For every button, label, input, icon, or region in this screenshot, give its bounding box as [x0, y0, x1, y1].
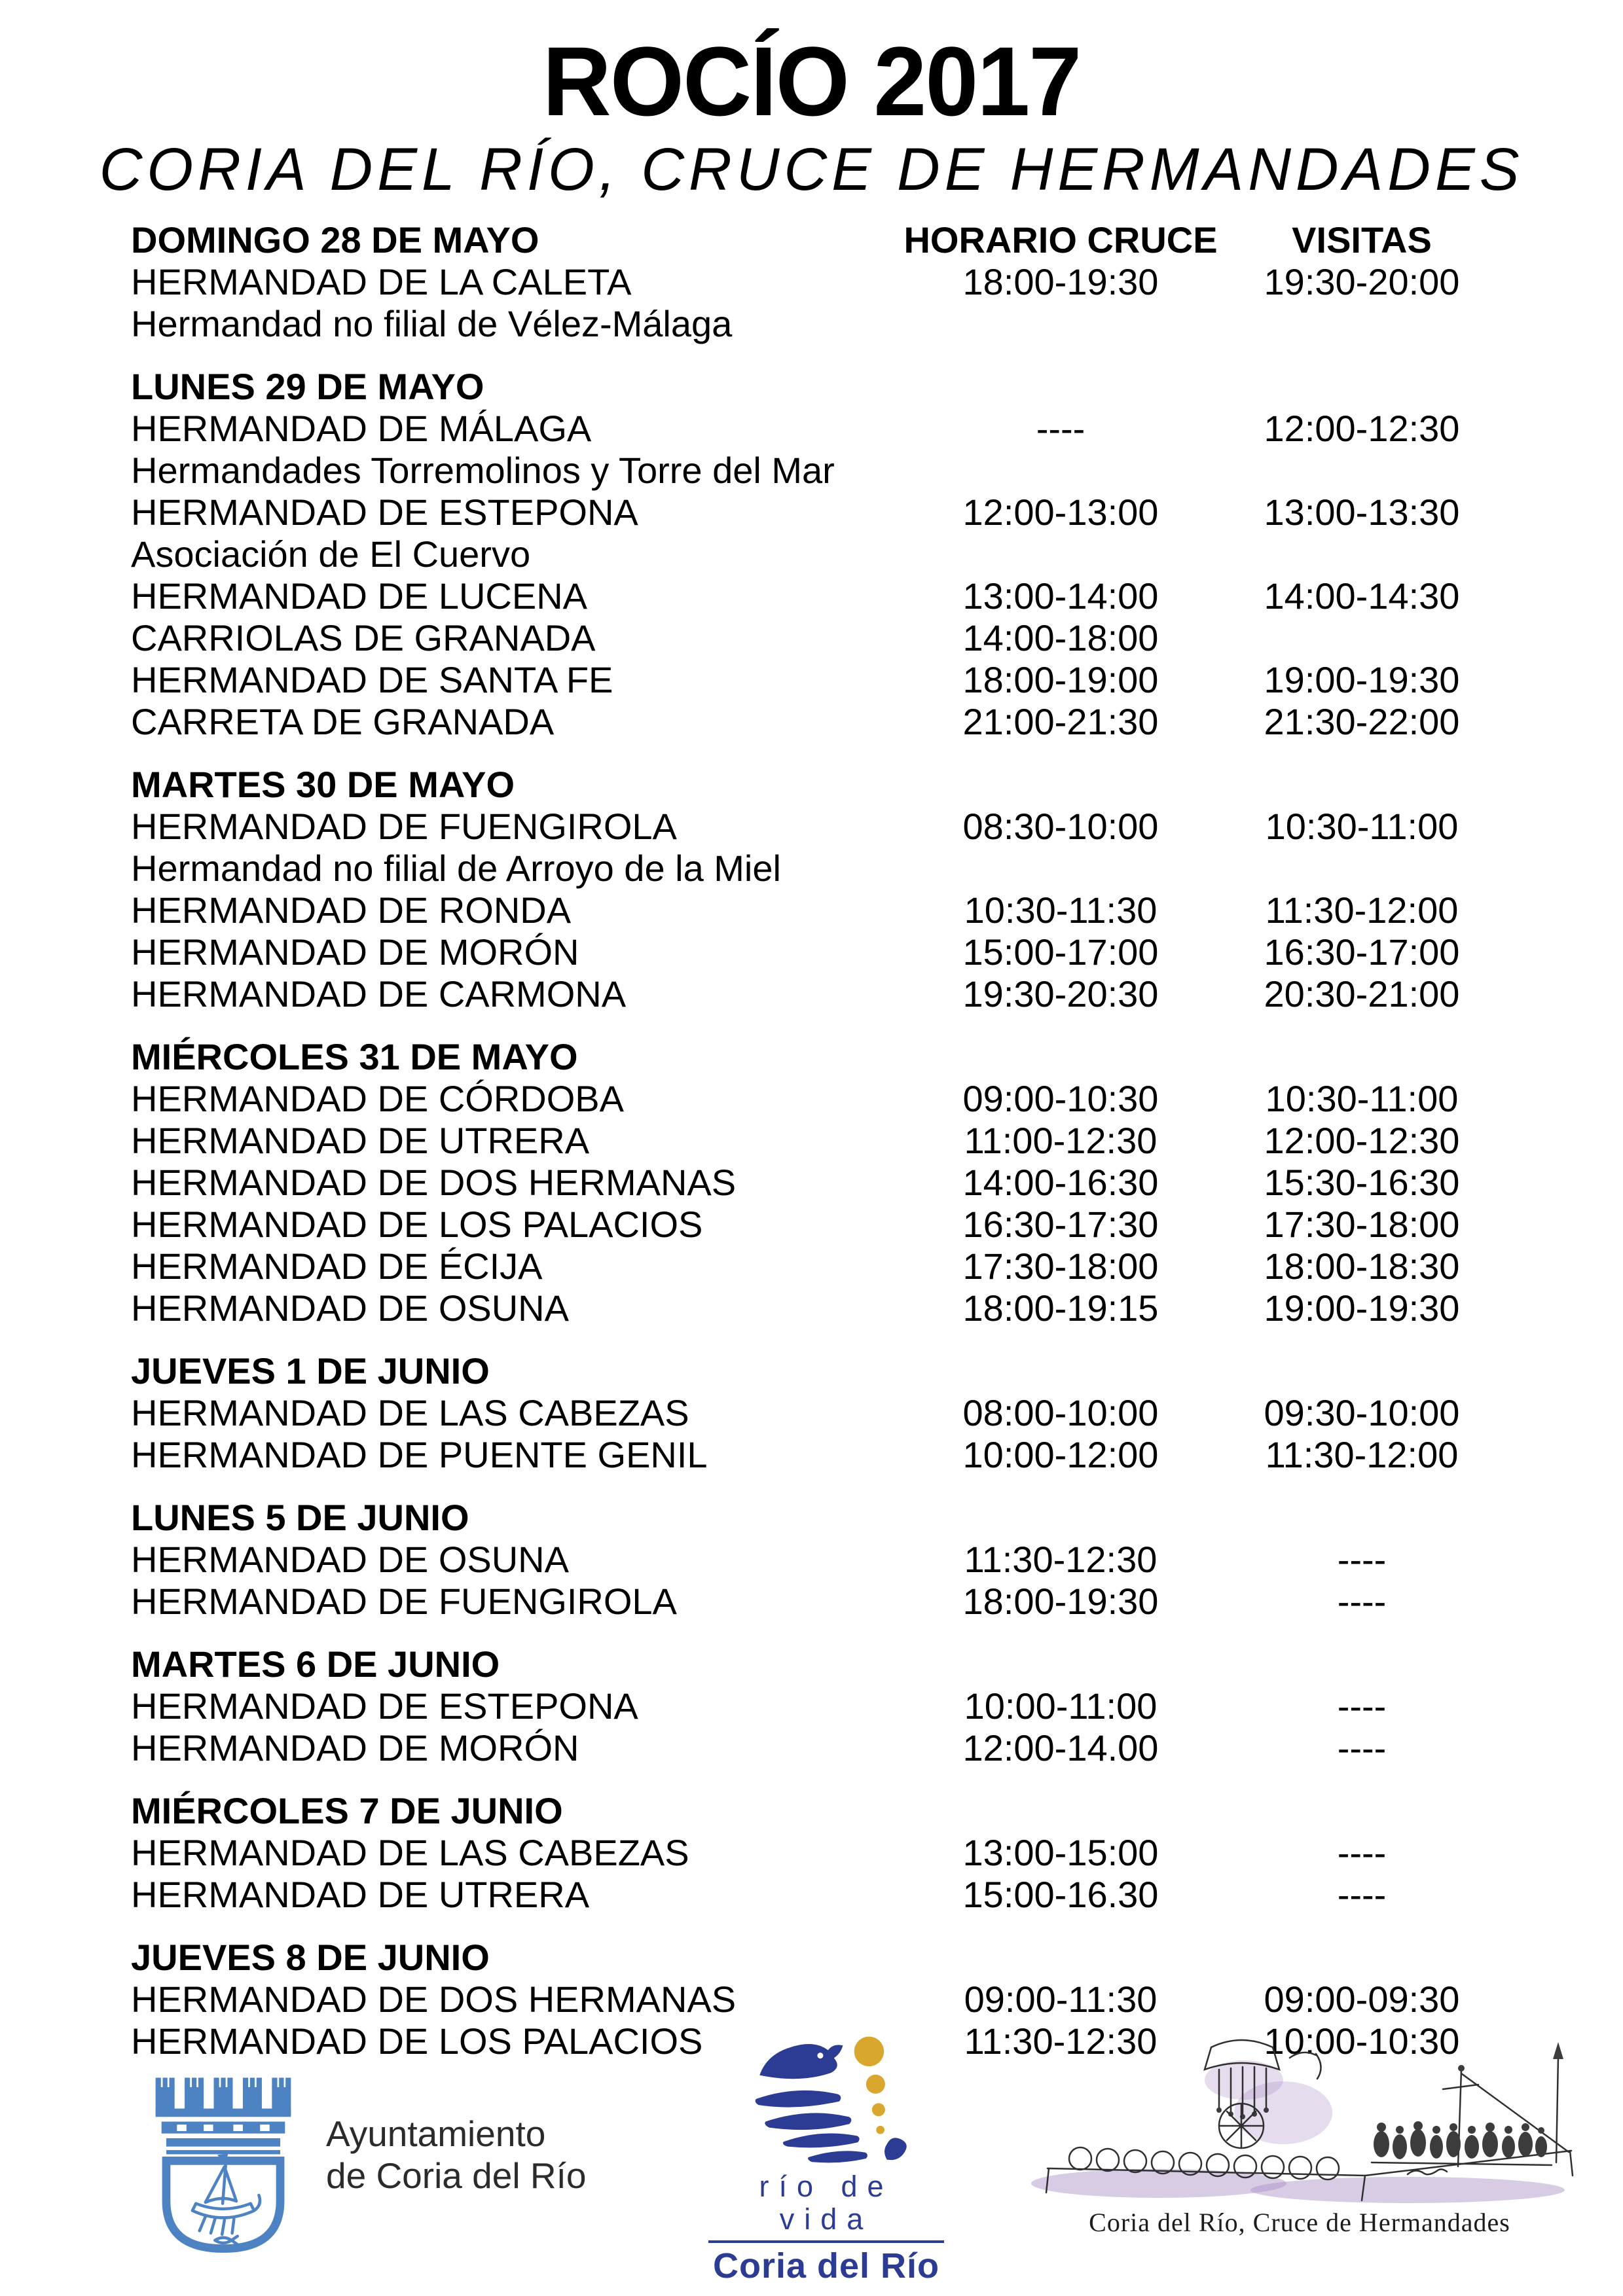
- day-header-row: [131, 1790, 1499, 1832]
- note-row: [131, 450, 1499, 492]
- cruce-time: 13:00-15:00: [962, 1832, 1159, 1874]
- hermandad-row: [131, 617, 1499, 659]
- column-header-visitas: [1224, 1350, 1499, 1392]
- hermandad-name: HERMANDAD DE SANTA FE: [131, 659, 613, 701]
- rio-de-vida-wordmark: río de vida: [708, 2170, 944, 2243]
- visitas-time: 14:00-14:30: [1264, 575, 1460, 617]
- hermandad-row: [131, 408, 1499, 450]
- schedule-section: [131, 366, 1499, 743]
- column-header-cruce: [897, 764, 1224, 806]
- hermandad-row: [131, 261, 1499, 303]
- day-header: DOMINGO 28 DE MAYO: [131, 219, 539, 261]
- cruce-time: 18:00-19:30: [962, 1581, 1159, 1623]
- column-header-cruce: HORARIO CRUCE: [903, 219, 1218, 261]
- cruce-time: 12:00-13:00: [962, 492, 1159, 533]
- day-header: LUNES 5 DE JUNIO: [131, 1497, 469, 1539]
- day-header: JUEVES 1 DE JUNIO: [131, 1350, 490, 1392]
- column-header-visitas: [1224, 1937, 1499, 1979]
- hermandad-row: [131, 1832, 1499, 1874]
- day-header-row: [131, 1350, 1499, 1392]
- ayuntamiento-line2: de Coria del Río: [326, 2155, 587, 2196]
- schedule-section: [131, 764, 1499, 1015]
- hermandad-name: HERMANDAD DE ESTEPONA: [131, 492, 638, 533]
- hermandad-name: HERMANDAD DE OSUNA: [131, 1287, 569, 1329]
- cruce-time: ----: [1036, 408, 1085, 450]
- rio-de-vida-swirl-icon: [725, 2028, 928, 2170]
- cruce-time: 10:30-11:30: [964, 889, 1158, 931]
- cruce-time: 11:00-12:30: [964, 1120, 1158, 1162]
- day-header: MARTES 30 DE MAYO: [131, 764, 515, 806]
- cruce-time: 17:30-18:00: [962, 1246, 1159, 1287]
- cruce-time: 15:00-16.30: [962, 1874, 1159, 1916]
- column-header-cruce: [897, 1937, 1224, 1979]
- hermandad-name: HERMANDAD DE LUCENA: [131, 575, 587, 617]
- hermandad-name: CARRIOLAS DE GRANADA: [131, 617, 596, 659]
- day-header-row: [131, 219, 1499, 261]
- hermandad-name: HERMANDAD DE LAS CABEZAS: [131, 1392, 689, 1434]
- hermandad-name: HERMANDAD DE CARMONA: [131, 973, 627, 1015]
- hermandad-row: [131, 575, 1499, 617]
- day-header: LUNES 29 DE MAYO: [131, 366, 484, 408]
- visitas-time: 10:00-10:30: [1264, 2020, 1460, 2062]
- visitas-time: ----: [1337, 1581, 1387, 1623]
- hermandad-name: HERMANDAD DE CÓRDOBA: [131, 1078, 624, 1120]
- visitas-time: 09:00-09:30: [1264, 1979, 1460, 2020]
- visitas-time: 19:00-19:30: [1264, 1287, 1460, 1329]
- cruce-time: 09:00-10:30: [962, 1078, 1159, 1120]
- cruce-time: 18:00-19:30: [962, 261, 1159, 303]
- sketch-caption: Coria del Río, Cruce de Hermandades: [1089, 2208, 1510, 2237]
- column-header-cruce: [897, 1643, 1224, 1685]
- hermandad-row: [131, 1539, 1499, 1581]
- page-title: ROCÍO 2017: [542, 26, 1081, 136]
- hermandad-row: [131, 1287, 1499, 1329]
- cruce-time: 21:00-21:30: [962, 701, 1159, 743]
- schedule-section: [131, 1497, 1499, 1623]
- day-header-row: [131, 1937, 1499, 1979]
- cruce-time: 09:00-11:30: [964, 1979, 1158, 2020]
- crest-shield-icon: [134, 2068, 312, 2271]
- visitas-time: ----: [1337, 1539, 1387, 1581]
- column-header-visitas: [1224, 764, 1499, 806]
- column-header-cruce: [897, 1790, 1224, 1832]
- day-header: MIÉRCOLES 31 DE MAYO: [131, 1036, 578, 1078]
- hermandad-name: HERMANDAD DE LA CALETA: [131, 261, 632, 303]
- carreta-sketch-icon: [1008, 2034, 1591, 2206]
- rio-de-vida-town: Coria del Río: [712, 2246, 940, 2286]
- visitas-time: 09:30-10:00: [1264, 1392, 1460, 1434]
- cruce-time: 14:00-18:00: [962, 617, 1159, 659]
- cruce-time: 16:30-17:30: [962, 1204, 1159, 1246]
- schedule-section: [131, 219, 1499, 345]
- cruce-time: 10:00-12:00: [962, 1434, 1159, 1476]
- column-header-visitas: [1224, 1497, 1499, 1539]
- visitas-time: 16:30-17:00: [1264, 931, 1460, 973]
- hermandad-note: Hermandad no filial de Arroyo de la Miel: [131, 848, 781, 889]
- hermandad-row: [131, 1162, 1499, 1204]
- hermandad-row: [131, 1120, 1499, 1162]
- rio-de-vida-logo: [708, 2028, 944, 2286]
- hermandad-name: HERMANDAD DE LOS PALACIOS: [131, 1204, 703, 1246]
- hermandad-row: [131, 1979, 1499, 2020]
- day-header-row: [131, 1497, 1499, 1539]
- cruce-time: 11:30-12:30: [964, 1539, 1158, 1581]
- hermandad-row: [131, 889, 1499, 931]
- column-header-visitas: [1224, 1036, 1499, 1078]
- cruce-time: 12:00-14.00: [962, 1727, 1159, 1769]
- visitas-time: 19:30-20:00: [1264, 261, 1460, 303]
- hermandad-row: [131, 806, 1499, 848]
- cruce-time: 19:30-20:30: [962, 973, 1159, 1015]
- visitas-time: 11:30-12:00: [1265, 889, 1459, 931]
- day-header-row: [131, 764, 1499, 806]
- hermandad-row: [131, 1874, 1499, 1916]
- visitas-time: ----: [1337, 1874, 1387, 1916]
- hermandad-name: HERMANDAD DE ESTEPONA: [131, 1685, 638, 1727]
- cruce-time: 08:30-10:00: [962, 806, 1159, 848]
- visitas-time: 15:30-16:30: [1264, 1162, 1460, 1204]
- note-row: [131, 848, 1499, 889]
- visitas-time: 10:30-11:00: [1265, 806, 1459, 848]
- hermandad-name: HERMANDAD DE LOS PALACIOS: [131, 2020, 703, 2062]
- column-header-visitas: [1224, 1790, 1499, 1832]
- column-header-cruce: [897, 366, 1224, 408]
- cruce-time: 11:30-12:30: [964, 2020, 1158, 2062]
- column-header-visitas: VISITAS: [1292, 219, 1432, 261]
- visitas-time: 11:30-12:00: [1265, 1434, 1459, 1476]
- column-header-cruce: [897, 1036, 1224, 1078]
- column-header-cruce: [897, 1350, 1224, 1392]
- note-row: [131, 303, 1499, 345]
- hermandad-note: Hermandades Torremolinos y Torre del Mar: [131, 450, 835, 492]
- hermandad-row: [131, 931, 1499, 973]
- visitas-time: 21:30-22:00: [1264, 701, 1460, 743]
- visitas-time: [1224, 617, 1499, 659]
- day-header-row: [131, 1036, 1499, 1078]
- hermandad-name: HERMANDAD DE DOS HERMANAS: [131, 1162, 737, 1204]
- day-header: JUEVES 8 DE JUNIO: [131, 1937, 490, 1979]
- hermandad-note: Hermandad no filial de Vélez-Málaga: [131, 303, 733, 345]
- visitas-time: 13:00-13:30: [1264, 492, 1460, 533]
- hermandad-row: [131, 701, 1499, 743]
- hermandad-name: HERMANDAD DE FUENGIROLA: [131, 1581, 677, 1623]
- carreta-sketch: [1008, 2034, 1591, 2238]
- schedule-table: [0, 219, 1623, 2062]
- cruce-time: 13:00-14:00: [962, 575, 1159, 617]
- page-subtitle: CORIA DEL RÍO, CRUCE DE HERMANDADES: [99, 136, 1524, 203]
- day-header-row: [131, 366, 1499, 408]
- ayuntamiento-label: [326, 2113, 586, 2197]
- cruce-time: 15:00-17:00: [962, 931, 1159, 973]
- hermandad-row: [131, 1204, 1499, 1246]
- hermandad-name: HERMANDAD DE MORÓN: [131, 1727, 579, 1769]
- cruce-time: 10:00-11:00: [964, 1685, 1158, 1727]
- hermandad-name: HERMANDAD DE DOS HERMANAS: [131, 1979, 737, 2020]
- hermandad-row: [131, 973, 1499, 1015]
- hermandad-name: HERMANDAD DE FUENGIROLA: [131, 806, 677, 848]
- day-header-row: [131, 1643, 1499, 1685]
- hermandad-name: HERMANDAD DE RONDA: [131, 889, 572, 931]
- schedule-section: [131, 1643, 1499, 1769]
- column-header-cruce: [897, 1497, 1224, 1539]
- hermandad-name: HERMANDAD DE MORÓN: [131, 931, 579, 973]
- visitas-time: 19:00-19:30: [1264, 659, 1460, 701]
- hermandad-row: [131, 1581, 1499, 1623]
- hermandad-name: HERMANDAD DE ÉCIJA: [131, 1246, 543, 1287]
- hermandad-row: [131, 1246, 1499, 1287]
- day-header: MARTES 6 DE JUNIO: [131, 1643, 500, 1685]
- visitas-time: 17:30-18:00: [1264, 1204, 1460, 1246]
- visitas-time: 20:30-21:00: [1264, 973, 1460, 1015]
- cruce-time: 08:00-10:00: [962, 1392, 1159, 1434]
- day-header: MIÉRCOLES 7 DE JUNIO: [131, 1790, 563, 1832]
- hermandad-name: HERMANDAD DE UTRERA: [131, 1120, 590, 1162]
- hermandad-row: [131, 1727, 1499, 1769]
- note-row: [131, 533, 1499, 575]
- cruce-time: 18:00-19:15: [962, 1287, 1159, 1329]
- cruce-time: 18:00-19:00: [962, 659, 1159, 701]
- visitas-time: ----: [1337, 1832, 1387, 1874]
- visitas-time: 10:30-11:00: [1265, 1078, 1459, 1120]
- schedule-section: [131, 1036, 1499, 1329]
- hermandad-name: HERMANDAD DE UTRERA: [131, 1874, 590, 1916]
- hermandad-row: [131, 1434, 1499, 1476]
- column-header-visitas: [1224, 1643, 1499, 1685]
- visitas-time: ----: [1337, 1685, 1387, 1727]
- ayuntamiento-crest-logo: [134, 2068, 312, 2271]
- visitas-time: ----: [1337, 1727, 1387, 1769]
- hermandad-name: HERMANDAD DE LAS CABEZAS: [131, 1832, 689, 1874]
- cruce-time: 14:00-16:30: [962, 1162, 1159, 1204]
- visitas-time: 12:00-12:30: [1264, 408, 1460, 450]
- visitas-time: 18:00-18:30: [1264, 1246, 1460, 1287]
- hermandad-row: [131, 659, 1499, 701]
- schedule-section: [131, 1790, 1499, 1916]
- hermandad-name: HERMANDAD DE OSUNA: [131, 1539, 569, 1581]
- hermandad-row: [131, 1685, 1499, 1727]
- schedule-section: [131, 1350, 1499, 1476]
- hermandad-row: [131, 492, 1499, 533]
- ayuntamiento-line1: Ayuntamiento: [326, 2113, 546, 2154]
- hermandad-row: [131, 1078, 1499, 1120]
- visitas-time: 12:00-12:30: [1264, 1120, 1460, 1162]
- hermandad-note: Asociación de El Cuervo: [131, 533, 531, 575]
- hermandad-name: HERMANDAD DE PUENTE GENIL: [131, 1434, 708, 1476]
- column-header-visitas: [1224, 366, 1499, 408]
- hermandad-row: [131, 1392, 1499, 1434]
- hermandad-name: HERMANDAD DE MÁLAGA: [131, 408, 592, 450]
- hermandad-name: CARRETA DE GRANADA: [131, 701, 555, 743]
